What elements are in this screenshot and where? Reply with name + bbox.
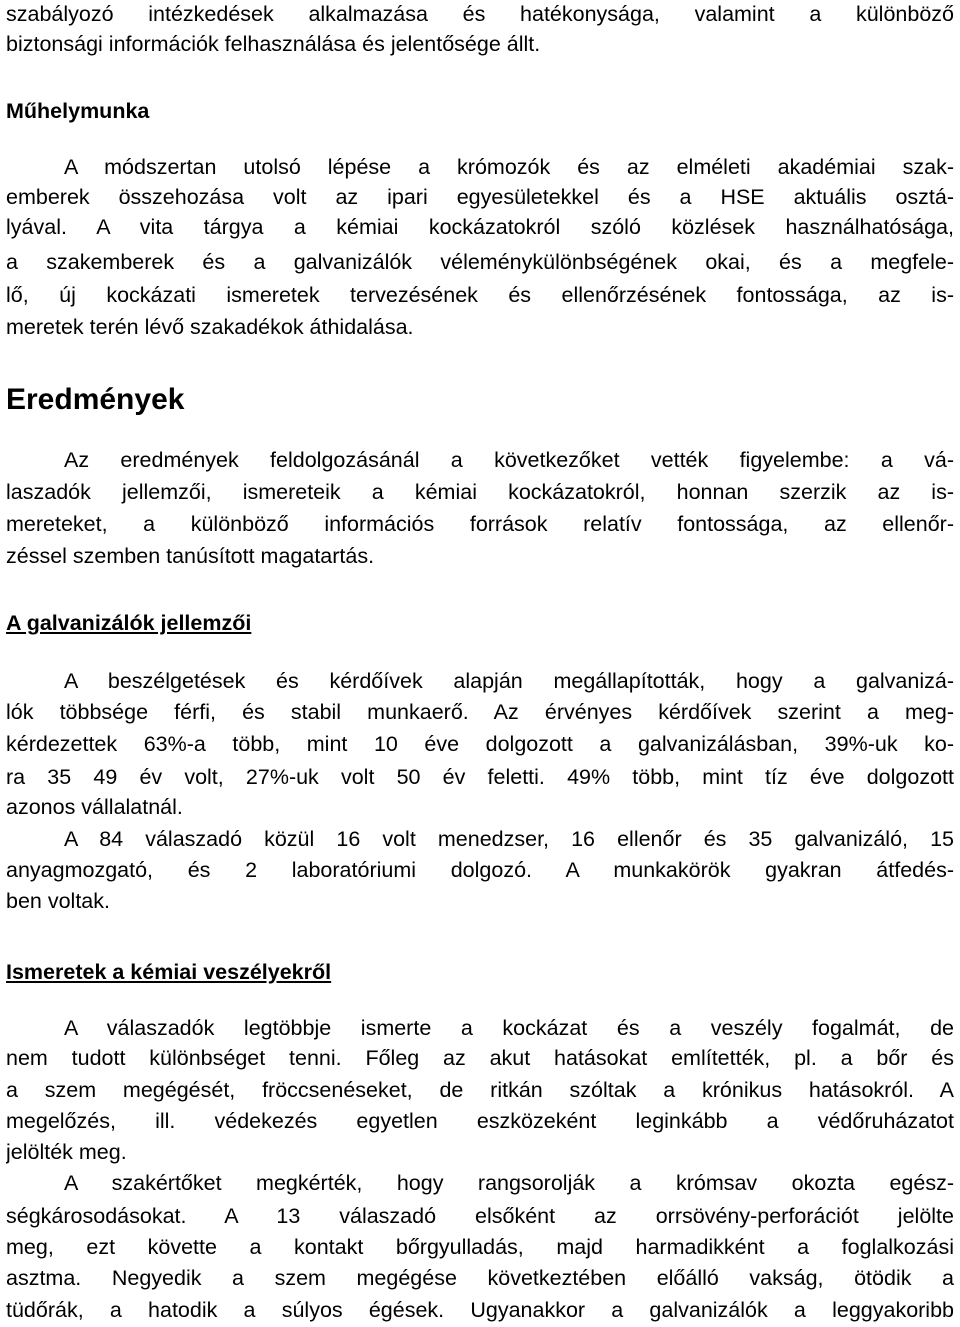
- text-line: meretek terén lévő szakadékok áthidalása.: [6, 315, 414, 339]
- text-line: laszadók jellemzői, ismereteik a kémiai kockázatokról, honnan szerzik az is-: [6, 480, 954, 504]
- text-line: ben voltak.: [6, 889, 110, 913]
- text-line: A 84 válaszadó közül 16 volt menedzser, 16 ellenőr és 35 galvanizáló, 15: [64, 827, 954, 851]
- section-heading-eredmenyek: Eredmények: [6, 383, 185, 416]
- text-line: meg, ezt követte a kontakt bőrgyulladás, majd harmadikként a foglalkozási: [6, 1235, 954, 1259]
- text-line: A beszélgetések és kérdőívek alapján megállapították, hogy a galvanizá-: [64, 669, 954, 693]
- text-line: ségkárosodásokat. A 13 válaszadó elsőként az orrsövény-perforációt jelölte: [6, 1204, 954, 1228]
- text-line: lyával. A vita tárgya a kémiai kockázatokról szóló közlések használhatósága,: [6, 215, 954, 239]
- subsection-heading-galvanizalok-jellemzoi: A galvanizálók jellemzői: [6, 611, 252, 635]
- text-line: szabályozó intézkedések alkalmazása és hatékonysága, valamint a különböző: [6, 2, 954, 26]
- text-line: zéssel szemben tanúsított magatartás.: [6, 544, 375, 568]
- text-line: A módszertan utolsó lépése a krómozók és az elméleti akadémiai szak-: [64, 155, 954, 179]
- text-line: azonos vállalatnál.: [6, 795, 183, 819]
- text-line: lók többsége férfi, és stabil munkaerő. Az érvényes kérdőívek szerint a meg-: [6, 700, 954, 724]
- text-line: jelölték meg.: [6, 1140, 127, 1164]
- text-line: lő, új kockázati ismeretek tervezésének és ellenőrzésének fontossága, az is-: [6, 283, 954, 307]
- text-line: asztma. Negyedik a szem megégése következtében előálló vakság, ötödik a: [6, 1266, 954, 1290]
- text-line: anyagmozgató, és 2 laboratóriumi dolgozó. A munkakörök gyakran átfedés-: [6, 858, 954, 882]
- text-line: nem tudott különbséget tenni. Főleg az akut hatásokat említették, pl. a bőr és: [6, 1046, 954, 1070]
- text-line: megelőzés, ill. védekezés egyetlen eszközeként leginkább a védőruházatot: [6, 1109, 954, 1133]
- text-line: a szem megégését, fröccsenéseket, de ritkán szóltak a krónikus hatásokról. A: [6, 1078, 954, 1102]
- text-line: emberek összehozása volt az ipari egyesületekkel és a HSE aktuális osztá-: [6, 185, 954, 209]
- section-heading-muhelymunka: Műhelymunka: [6, 99, 150, 123]
- text-line: biztonsági információk felhasználása és jelentősége állt.: [6, 32, 541, 56]
- text-line: Az eredmények feldolgozásánál a következőket vették figyelembe: a vá-: [64, 448, 954, 472]
- text-line: kérdezettek 63%-a több, mint 10 éve dolgozott a galvanizálásban, 39%-uk ko-: [6, 732, 954, 756]
- text-line: A szakértőket megkérték, hogy rangsorolják a krómsav okozta egész-: [64, 1171, 954, 1195]
- subsection-heading-ismeretek: Ismeretek a kémiai veszélyekről: [6, 960, 332, 984]
- text-line: tüdőrák, a hatodik a súlyos égések. Ugyanakkor a galvanizálók a leggyakoribb: [6, 1298, 954, 1322]
- text-line: a szakemberek és a galvanizálók véleménykülönbségének okai, és a megfele-: [6, 250, 954, 274]
- text-line: A válaszadók legtöbbje ismerte a kockázat és a veszély fogalmát, de: [64, 1016, 954, 1040]
- text-line: ra 35 49 év volt, 27%-uk volt 50 év feletti. 49% több, mint tíz éve dolgozott: [6, 765, 954, 789]
- text-line: mereteket, a különböző információs források relatív fontossága, az ellenőr-: [6, 512, 954, 536]
